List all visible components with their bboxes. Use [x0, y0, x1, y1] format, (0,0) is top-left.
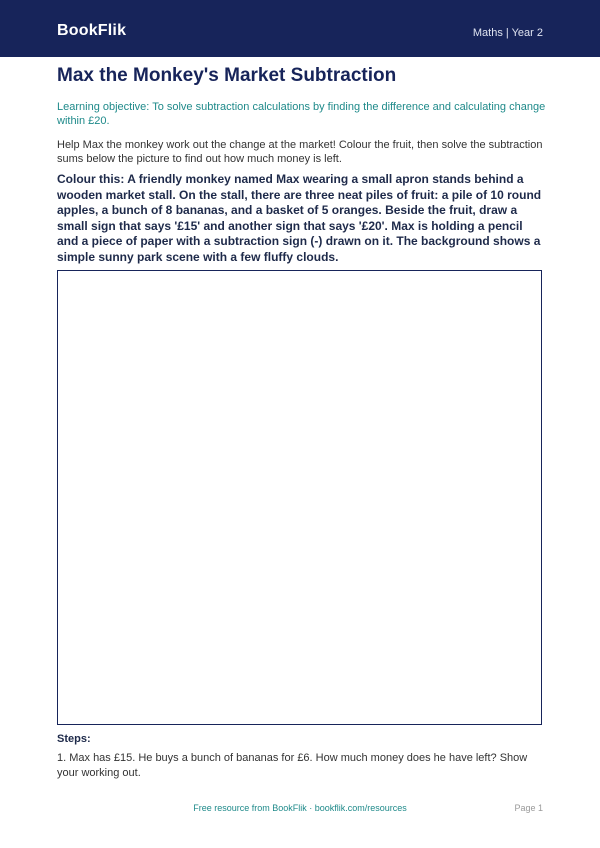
brand-logo[interactable]: BookFlik [57, 22, 127, 39]
intro-text: Help Max the monkey work out the change at the market! Colour the fruit, then solve the subtraction sums below the picture to find out how much money is left. [57, 139, 543, 165]
learning-objective: Learning objective: To solve subtraction calculations by finding the difference and calculating change within £20. [57, 101, 546, 127]
header-bar [0, 0, 600, 57]
step-item: 1. Max has £15. He buys a bunch of bananas for £6. How much money does he have left? Show your working out. [57, 752, 528, 779]
colour-prompt: Colour this: A friendly monkey named Max wearing a small apron stands behind a wooden market stall. On the stall, there are three neat piles of fruit: a pile of 10 round apples, a bunch of 8 bananas, and a basket of 5 oranges. Beside the fruit, draw a small sign that says '£15' and another sign that says '£20'. Max is holding a pencil and a piece of paper with a subtraction sign (-) drawn on it. The background shows a simple sunny park scene with a few fluffy clouds. [57, 172, 542, 264]
footer-link[interactable]: Free resource from BookFlik · bookflik.com/resources [193, 803, 407, 813]
colouring-area[interactable] [57, 270, 542, 725]
page-number: Page 1 [514, 803, 543, 813]
page-title: Max the Monkey's Market Subtraction [57, 65, 397, 86]
steps-heading: Steps: [57, 733, 91, 745]
subject-label: Maths | Year 2 [472, 27, 543, 39]
